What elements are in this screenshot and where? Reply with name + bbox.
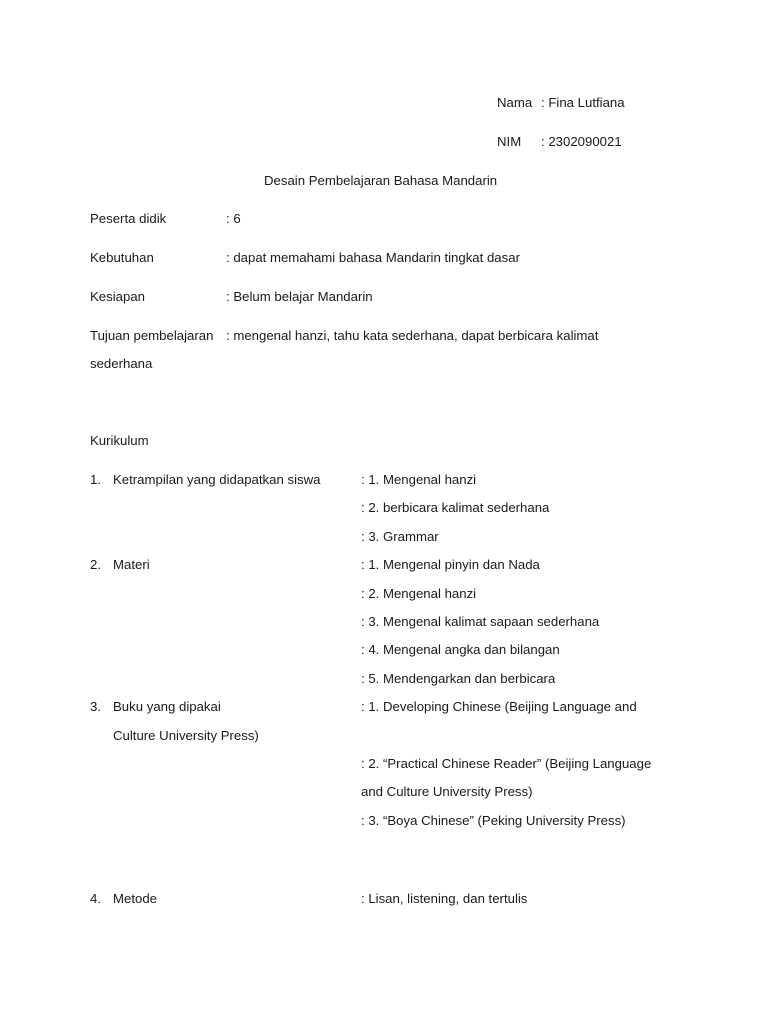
list-item-line: : 2. “Practical Chinese Reader” (Beijing Language <box>361 756 652 771</box>
nama-label: Nama <box>497 95 533 110</box>
kurikulum-heading: Kurikulum <box>90 433 149 448</box>
list-item-label: Materi <box>113 557 150 572</box>
list-item-number: 1. <box>90 472 101 487</box>
list-item-number: 2. <box>90 557 101 572</box>
tujuan-continuation: sederhana <box>90 356 153 371</box>
list-item-line: : 4. Mengenal angka dan bilangan <box>361 642 560 657</box>
list-item-number: 4. <box>90 891 101 906</box>
list-item-line: : 3. Mengenal kalimat sapaan sederhana <box>361 614 600 629</box>
list-item-line: : 1. Mengenal pinyin dan Nada <box>361 557 540 572</box>
kesiapan-value: : Belum belajar Mandarin <box>226 289 373 304</box>
list-item-line: and Culture University Press) <box>361 784 533 799</box>
list-item-line: : 3. Grammar <box>361 529 439 544</box>
list-item-line: : 5. Mendengarkan dan berbicara <box>361 671 556 686</box>
peserta-label: Peserta didik <box>90 211 167 226</box>
list-item-label-continuation: Culture University Press) <box>113 728 259 743</box>
list-item-label: Buku yang dipakai <box>113 699 221 714</box>
peserta-value: : 6 <box>226 211 241 226</box>
tujuan-label: Tujuan pembelajaran <box>90 328 214 343</box>
nama-value: : Fina Lutfiana <box>541 95 625 110</box>
nim-label: NIM <box>497 134 522 149</box>
kebutuhan-label: Kebutuhan <box>90 250 154 265</box>
list-item-line: : 1. Developing Chinese (Beijing Language and <box>361 699 637 714</box>
kebutuhan-value: : dapat memahami bahasa Mandarin tingkat dasar <box>226 250 520 265</box>
list-item-line: : 1. Mengenal hanzi <box>361 472 477 487</box>
kesiapan-label: Kesiapan <box>90 289 145 304</box>
document-title: Desain Pembelajaran Bahasa Mandarin <box>264 173 498 188</box>
list-item-number: 3. <box>90 699 101 714</box>
list-item-line: : Lisan, listening, dan tertulis <box>361 891 528 906</box>
list-item-line: : 3. “Boya Chinese” (Peking University Press) <box>361 813 626 828</box>
tujuan-value: : mengenal hanzi, tahu kata sederhana, dapat berbicara kalimat <box>226 328 599 343</box>
list-item-line: : 2. berbicara kalimat sederhana <box>361 500 550 515</box>
list-item-label: Metode <box>113 891 157 906</box>
list-item-label: Ketrampilan yang didapatkan siswa <box>113 472 321 487</box>
nim-value: : 2302090021 <box>541 134 622 149</box>
list-item-line: : 2. Mengenal hanzi <box>361 586 477 601</box>
